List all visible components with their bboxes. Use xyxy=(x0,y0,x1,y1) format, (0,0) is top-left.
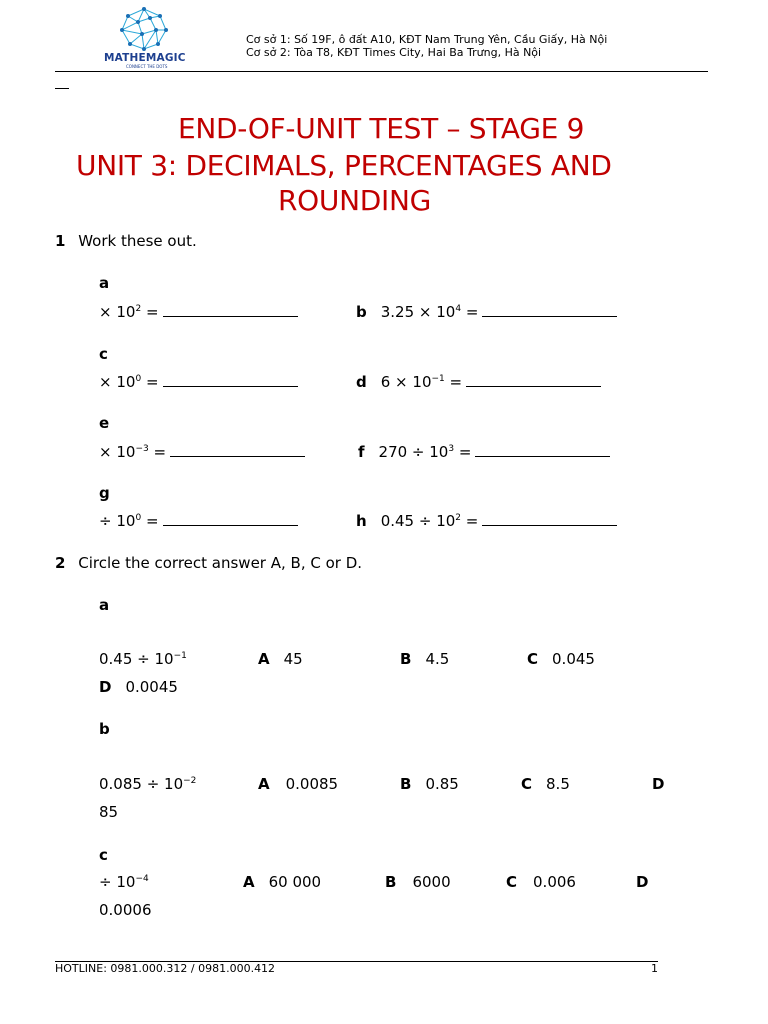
part-b-expression: b $3.25 \times 10^4$ = xyxy=(356,302,617,321)
part-f-expression: f $270 \div 10^3$ = xyxy=(358,442,610,461)
answer-blank[interactable] xyxy=(163,302,298,317)
address-line-2: Cơ sở 2: Tòa T8, KĐT Times City, Hai Ba Trưng, Hà Nội xyxy=(246,46,542,59)
part-e-expression: × $10^{-3}$ = xyxy=(99,442,305,461)
question-1 xyxy=(55,232,197,250)
option-a-B[interactable]: B 4.5 xyxy=(400,650,450,668)
question-number: 2 xyxy=(55,554,66,572)
answer-blank[interactable] xyxy=(163,372,298,387)
option-b-A[interactable]: A 0.0085 xyxy=(258,775,339,793)
header-divider-tail xyxy=(55,88,69,89)
part-label-g: g xyxy=(99,484,110,502)
option-c-A[interactable]: A 60 000 xyxy=(243,873,322,891)
part-d-expression: d $6 \times 10^{-1}$ = xyxy=(356,372,601,391)
option-a-A[interactable]: A 45 xyxy=(258,650,303,668)
part-h-expression: h $0.45 \div 10^2$ = xyxy=(356,511,617,530)
logo-tagline: CONNECT THE DOTS xyxy=(126,64,168,69)
address-line-1: Cơ sở 1: Số 19F, ô đất A10, KĐT Nam Trung Yên, Cầu Giấy, Hà Nội xyxy=(246,33,608,46)
item-label-c: c xyxy=(99,846,108,864)
item-label-b: b xyxy=(99,720,110,738)
header-divider xyxy=(55,71,708,72)
option-b-B[interactable]: B 0.85 xyxy=(400,775,459,793)
question-instruction: Work these out. xyxy=(78,232,197,250)
answer-blank[interactable] xyxy=(163,511,298,526)
question-2 xyxy=(55,554,362,572)
option-c-D-value: 0.0006 xyxy=(99,901,152,919)
option-b-D-value: 85 xyxy=(99,803,119,821)
item-c-expression: ÷ $10^{-4}$ xyxy=(99,873,149,891)
page-number: 1 xyxy=(651,962,658,975)
option-a-D[interactable]: D 0.0045 xyxy=(99,678,178,696)
question-instruction: Circle the correct answer A, B, C or D. xyxy=(78,554,363,572)
part-g-expression: ÷ $10^0$ = xyxy=(99,511,298,530)
option-b-D-key[interactable]: D xyxy=(652,775,665,793)
option-c-B[interactable]: B 6000 xyxy=(385,873,451,891)
answer-blank[interactable] xyxy=(170,442,305,457)
title-line-2: UNIT 3: DECIMALS, PERCENTAGES AND xyxy=(76,149,612,182)
part-c-expression: × $10^0$ = xyxy=(99,372,298,391)
part-label-a: a xyxy=(99,274,110,292)
title-line-1: END-OF-UNIT TEST – STAGE 9 xyxy=(178,112,585,145)
part-label-c: c xyxy=(99,345,108,363)
option-c-D-key[interactable]: D xyxy=(636,873,649,891)
answer-blank[interactable] xyxy=(482,511,617,526)
network-globe-icon xyxy=(116,6,172,52)
title-line-3: ROUNDING xyxy=(278,184,431,217)
answer-blank[interactable] xyxy=(466,372,601,387)
answer-blank[interactable] xyxy=(475,442,610,457)
part-a-expression: × $10^2$ = xyxy=(99,302,298,321)
item-a-expression: $0.45 \div 10^{-1}$ xyxy=(99,650,187,668)
item-b-expression: $0.085 \div 10^{-2}$ xyxy=(99,775,197,793)
mathemagic-logo xyxy=(100,6,200,68)
option-a-C[interactable]: C 0.045 xyxy=(527,650,595,668)
answer-blank[interactable] xyxy=(482,302,617,317)
logo-wordmark: MATHEMAGIC xyxy=(104,52,186,64)
item-label-a: a xyxy=(99,596,110,614)
option-c-C[interactable]: C 0.006 xyxy=(506,873,576,891)
footer-hotline: HOTLINE: 0981.000.312 / 0981.000.412 xyxy=(55,962,276,975)
option-b-C[interactable]: C 8.5 xyxy=(521,775,570,793)
question-number: 1 xyxy=(55,232,66,250)
part-label-e: e xyxy=(99,414,110,432)
